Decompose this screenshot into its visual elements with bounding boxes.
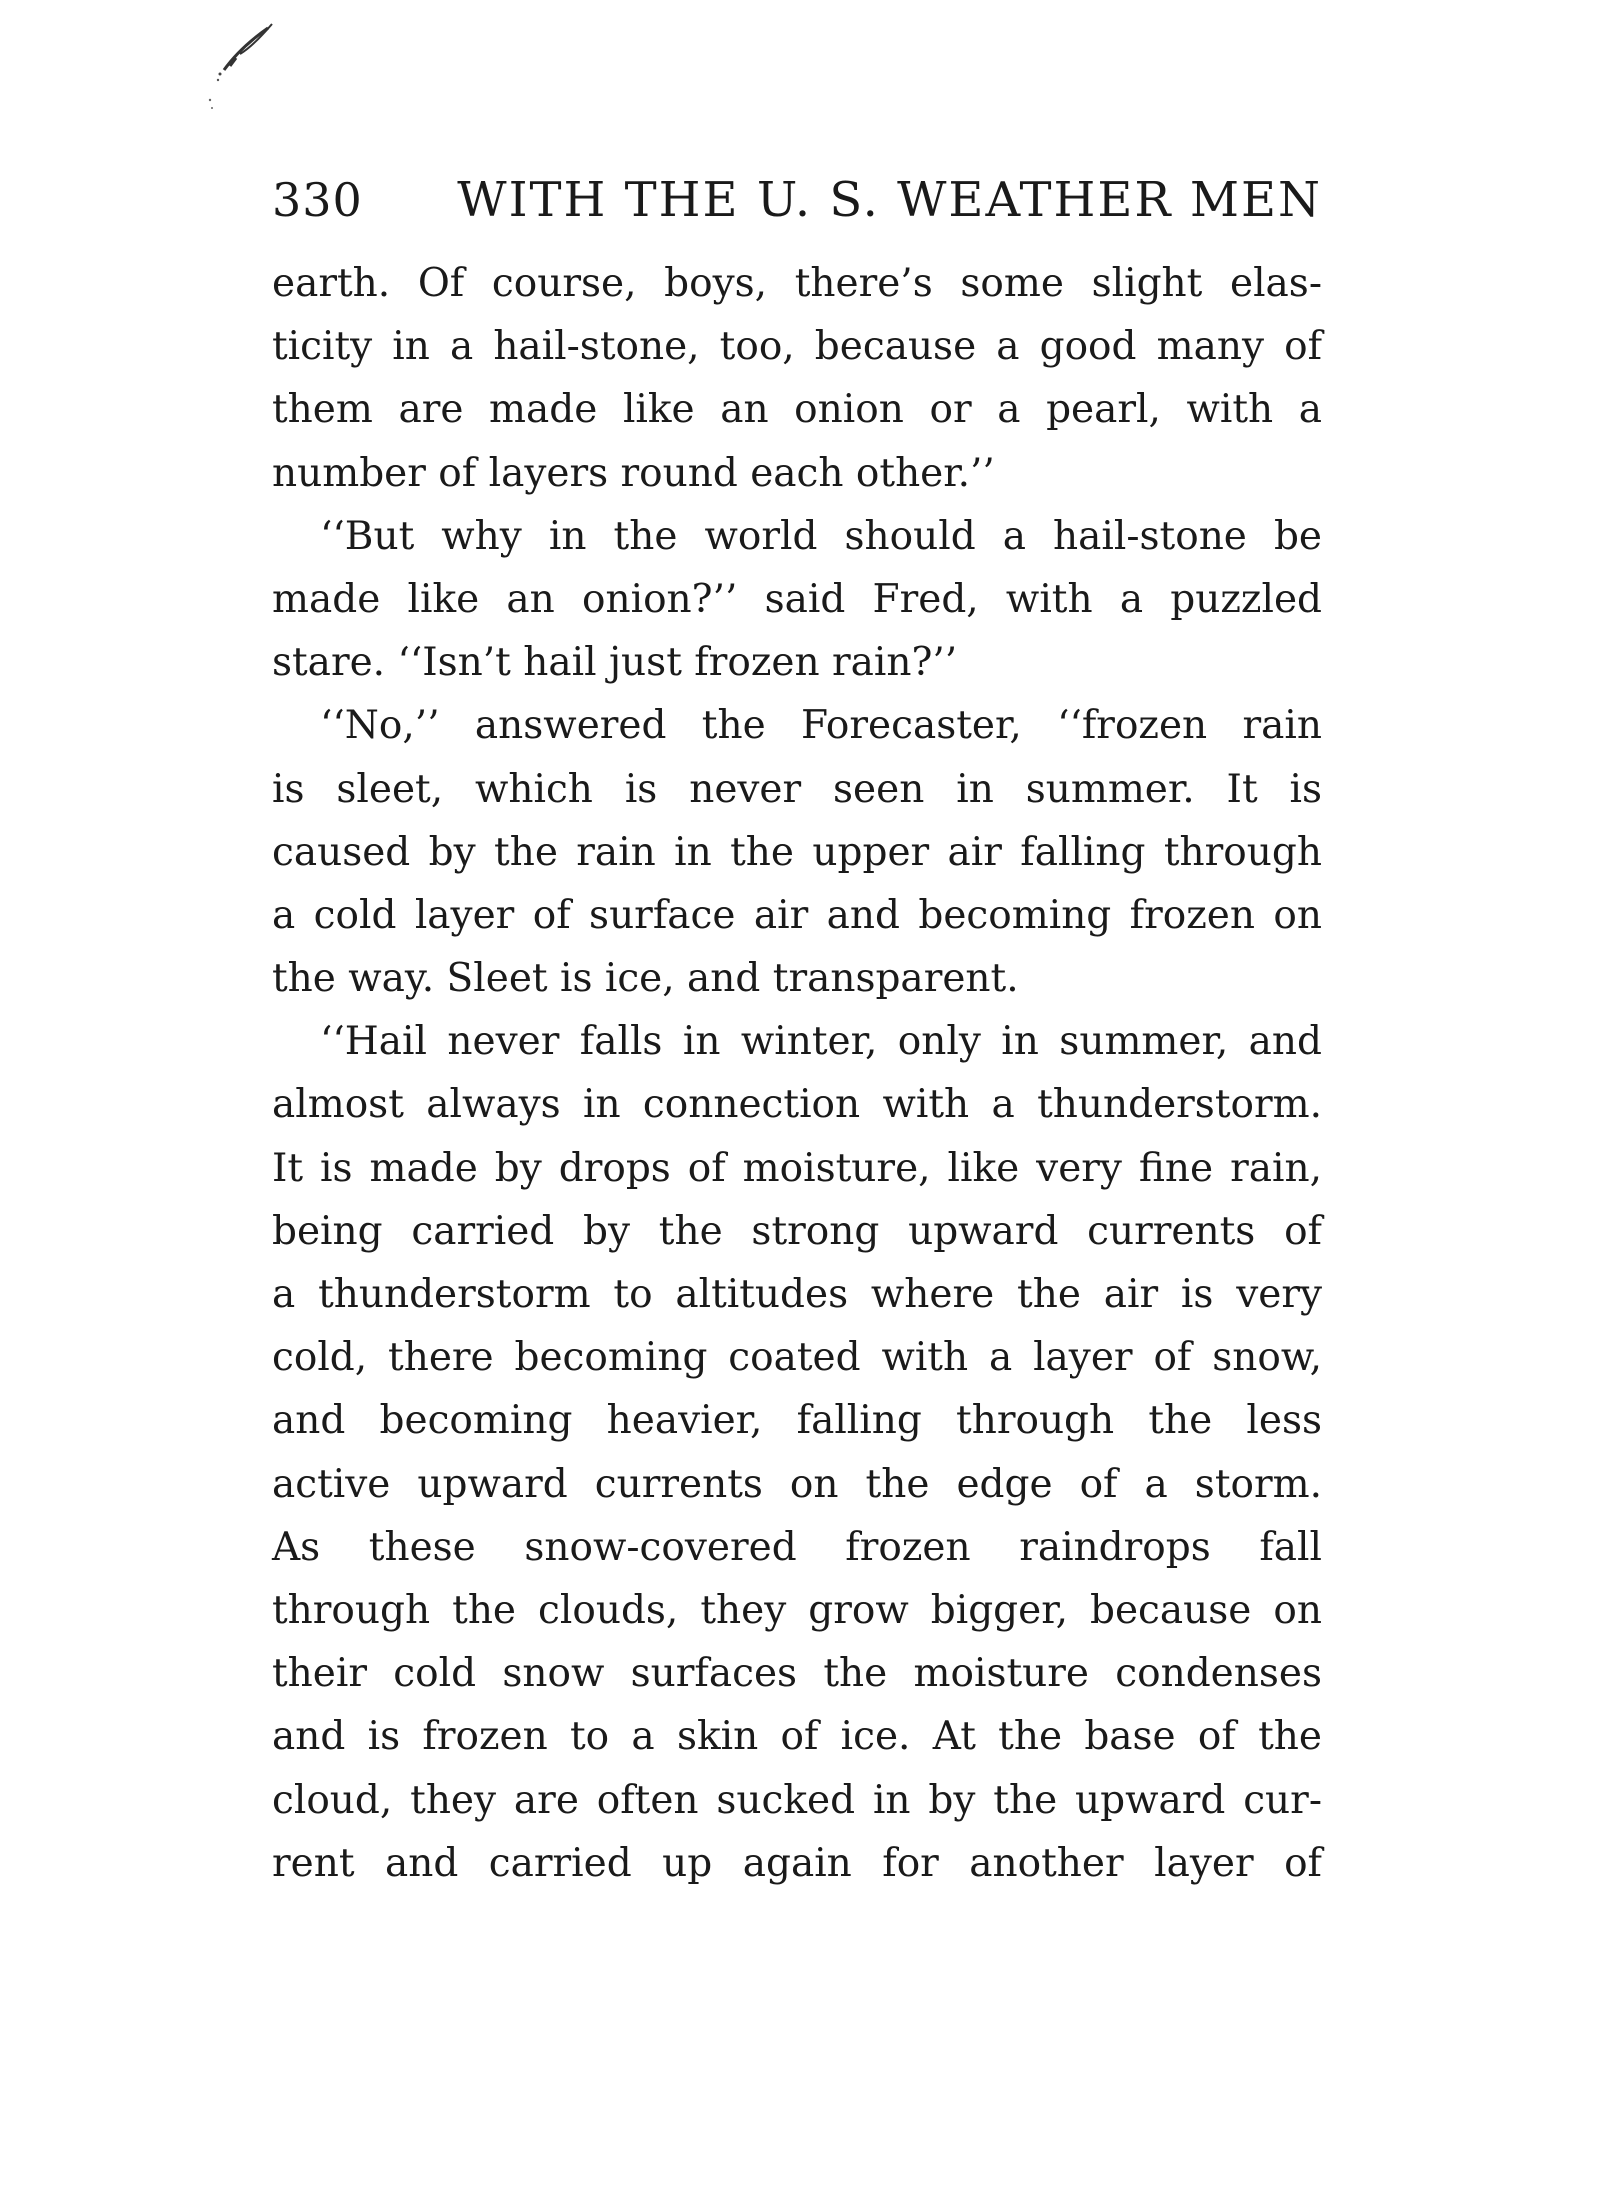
text-line: a thunderstorm to altitudes where the air is very: [272, 1272, 1322, 1317]
text-line: cold, there becoming coated with a layer of snow,: [272, 1335, 1322, 1381]
text-line: and is frozen to a skin of ice. At the base of the: [272, 1714, 1322, 1760]
text-line: being carried by the strong upward currents of: [272, 1208, 1322, 1254]
text-line: It is made by drops of moisture, like very fine rain,: [272, 1145, 1322, 1191]
body-text: [272, 252, 1322, 1895]
text-line: them are made like an onion or a pearl, with a: [272, 387, 1322, 433]
text-line: through the clouds, they grow bigger, because on: [272, 1587, 1322, 1633]
text-line: number of layers round each other.’’: [272, 450, 995, 496]
text-line: caused by the rain in the upper air falling through: [272, 829, 1322, 875]
running-title: WITH THE U. S. WEATHER MEN: [457, 172, 1322, 228]
running-header: [272, 172, 1322, 242]
text-line: a cold layer of surface air and becoming frozen on: [272, 892, 1322, 938]
text-line: cloud, they are often sucked in by the upward cur-: [272, 1777, 1322, 1823]
text-line: made like an onion?’’ said Fred, with a puzzled: [272, 576, 1322, 622]
text-line: ‘‘But why in the world should a hail-stone be: [320, 513, 1322, 559]
text-line: almost always in connection with a thunderstorm.: [272, 1082, 1322, 1128]
text-line: ‘‘Hail never falls in winter, only in summer, and: [320, 1019, 1322, 1065]
pencil-mark-icon: [200, 8, 300, 118]
text-line: As these snow-covered frozen raindrops fall: [272, 1524, 1322, 1570]
text-line: and becoming heavier, falling through the less: [272, 1398, 1322, 1444]
text-line: ‘‘No,’’ answered the Forecaster, ‘‘frozen rain: [320, 703, 1322, 749]
text-line: their cold snow surfaces the moisture condenses: [272, 1651, 1322, 1697]
text-line: ticity in a hail-stone, too, because a good many of: [272, 324, 1322, 370]
text-line: stare. ‘‘Isn’t hail just frozen rain?’’: [272, 640, 958, 686]
text-line: is sleet, which is never seen in summer. It is: [272, 766, 1322, 812]
text-line: active upward currents on the edge of a storm.: [272, 1461, 1322, 1507]
page-number: 330: [272, 173, 363, 227]
text-line: rent and carried up again for another layer of: [272, 1840, 1322, 1886]
text-line: the way. Sleet is ice, and transparent.: [272, 956, 1019, 1002]
text-line: earth. Of course, boys, there’s some slight elas-: [272, 261, 1322, 306]
